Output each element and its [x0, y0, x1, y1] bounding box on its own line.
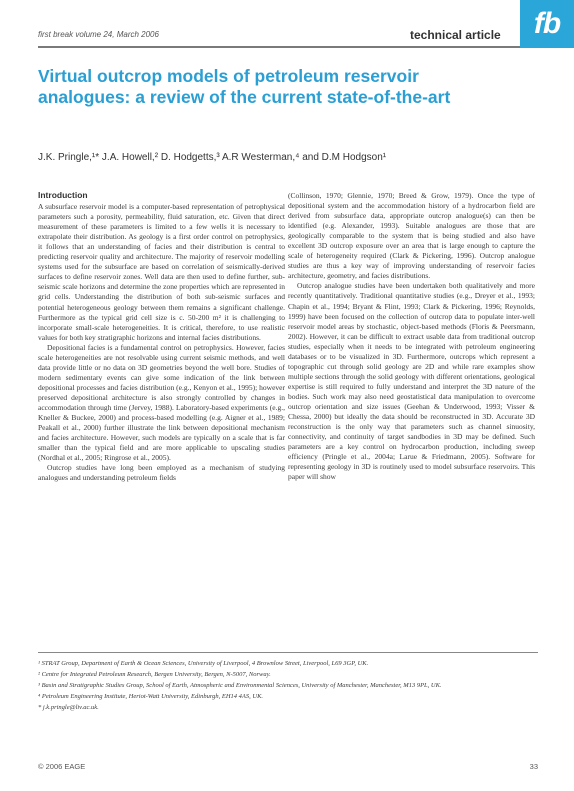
introduction-heading: Introduction	[38, 190, 88, 200]
paragraph: Outcrop studies have long been employed as a mechanism of studying analogues and understanding petroleum fields	[38, 463, 285, 483]
section-tag: technical article	[410, 28, 501, 42]
footnote: ⁴ Petroleum Engineering Institute, Heriot-Watt University, Edinburgh, EH14 4AS, UK.	[38, 693, 264, 700]
paragraph: (Collinson, 1970; Glennie, 1970; Breed & Grow, 1979). Once the type of depositional system and the accommodation history of a hydrocarbon field are derived from subsurface data, appropriate outcrop analogue(s) can then be identified (e.g. Alexander, 1993). Suitable analogues are those that are geologically comparable to the system that is being studied and also have excellent 3D outcrop exposure over an area that is large enough to capture the scale of heterogeneity required (Clark & Pickering, 1996). Outcrop analogue studies are thus a key way of improving understanding of reservoir facies architecture, geometry, and facies distributions.	[288, 191, 535, 281]
footnote: ² Centre for Integrated Petroleum Research, Bergen University, Bergen, N-5007, Norway.	[38, 671, 271, 678]
article-title: Virtual outcrop models of petroleum reservoir analogues: a review of the current state-of-the-art	[38, 66, 451, 107]
right-column	[288, 191, 535, 482]
paragraph: Depositional facies is a fundamental control on petrophysics. However, facies scale heterogeneities are not resolvable using current seismic methods, and well data provide little or no data on 3D geometries beyond the well bore. Studies of modern sedimentary events can give some indication of the link between depositional processes and facies distribution (e.g., Kenyon et al., 1995); however preserved depositional architecture is also strongly controlled by changes in accommodation through time (Jervey, 1988). Laboratory-based experiments (e.g., Kneller & Buckee, 2000) and process-based modelling (e.g. Aigner et al., 1989; Peakall et al., 2000) further illustrate the link between depositional mechanism and facies architecture. However, such models are typically on a scale that is far smaller than the typical field and are more applicable to upscaling studies (Nordhal et al., 2005; Ringrose et al., 2005).	[38, 342, 285, 463]
journal-issue-line: first break volume 24, March 2006	[38, 30, 159, 39]
copyright-notice: © 2006 EAGE	[38, 762, 86, 771]
paragraph: Outcrop analogue studies have been undertaken both qualitatively and more recently quantitatively. Traditional quantitative studies (e.g., Dreyer et al., 1993; Chapin et al., 1994; Bryant & Flint, 1993; Clark & Pickering, 1996; Reynolds, 1999) have been focused on the collection of outcrop data to populate inter-well reservoir model areas by stochastic, object-based methods (Floris & Peersmann, 2002). However, it can be difficult to extract usable data from traditional outcrop studies, especially when it needs to be integrated with petroleum engineering databases or to be visualized in 3D. Furthermore, outcrops which represent a topographic cut through solid geology are 2D and while rare examples show multiple sections through the solid geology with different orientations, geological expertise is still required to fully understand and interpret the 3D nature of the bodies. Such work may also need geostatistical data manipulation to overcome outcrop orientation and size issues (Geehan & Underwood, 1993; Visser & Chessa, 2000) but ideally the data should be reconstructed in 3D. Accurate 3D reconstruction is the only way that parameters such as channel sinuosity, connectivity, and continuity of target sandbodies in 3D may be defined. Such parameters are a key control on hydrocarbon production, including sweep efficiency (Pringle et al., 2004a; Larue & Friedmann, 2005). Software for representing geology in 3D is routinely used to model subsurface reservoirs. This paper will show	[288, 281, 535, 482]
author-list: J.K. Pringle,¹* J.A. Howell,² D. Hodgetts,³ A.R Westerman,⁴ and D.M Hodgson¹	[38, 152, 387, 163]
footnote: ³ Basin and Stratigraphic Studies Group, School of Earth, Atmospheric and Environmental Sciences, University of Manchester, Manchester, M13 9PL, UK.	[38, 682, 442, 689]
footnote: ¹ STRAT Group, Department of Earth & Ocean Sciences, University of Liverpool, 4 Brownlow Street, Liverpool, L69 3GP, UK.	[38, 660, 369, 667]
paragraph: A subsurface reservoir model is a computer-based representation of petrophysical parameters such a porosity, permeability, fluid saturation, etc. Given that direct measurement of these parameters is limited to a few wells it is necessary to extrapolate their distribution. As geology is a first order control on petrophysics, it follows that an understanding of facies and their distribution is central to predicting reservoir quality and architecture. The majority of reservoir modelling systems used for the subsurface are based on correlation of seismically-derived surfaces to define reservoir zones. Well data are then used to define further, sub-seismic scale horizons and determine the zone properties which are represented in grid cells. Understanding the distribution of both sub-seismic surfaces and potential heterogeneous geology between them remains a significant challenge. Furthermore as the typical grid cell size is c. 50-200 m² it is challenging to incorporate small-scale heterogeneities. It is critical, therefore, to use realistic values for both key stratigraphic horizons and internal facies distributions.	[38, 202, 285, 342]
left-column	[38, 190, 285, 483]
header-divider	[38, 46, 574, 48]
corresponding-email[interactable]: * j.k.pringle@liv.ac.uk.	[38, 704, 99, 711]
fb-logo-icon: fb	[520, 0, 574, 48]
page-number: 33	[529, 762, 538, 771]
footnotes	[38, 658, 538, 713]
footnote-divider	[38, 652, 538, 653]
